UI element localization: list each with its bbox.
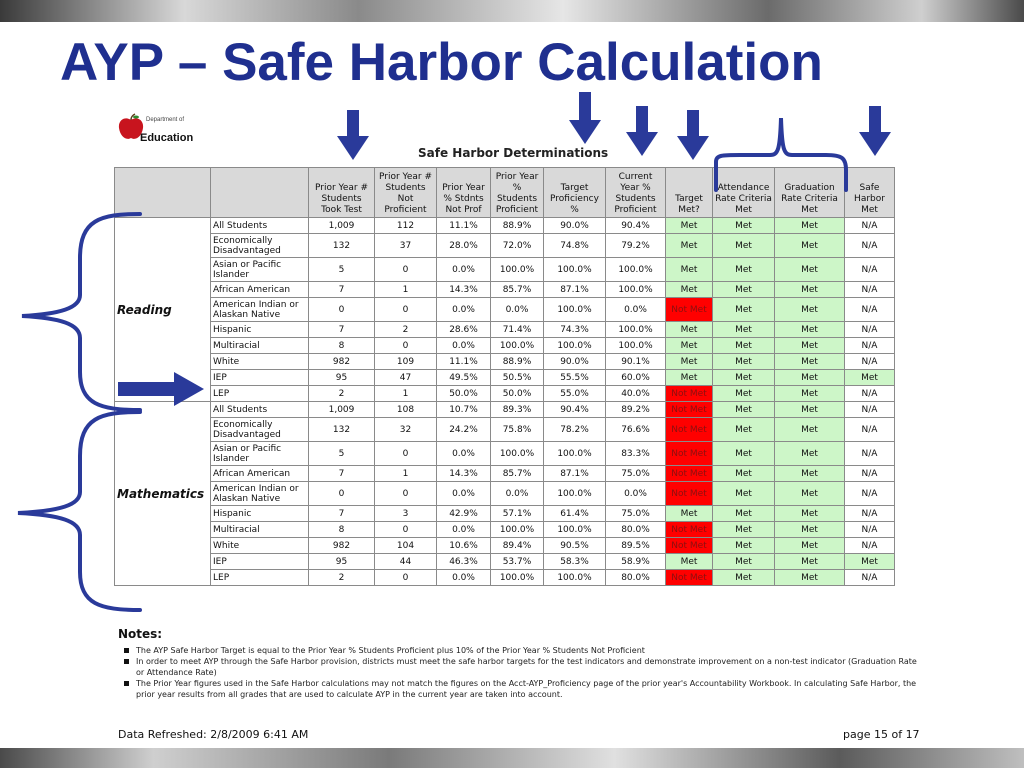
status-cell: Met: [713, 538, 775, 554]
status-cell: Met: [666, 506, 713, 522]
table-row: [115, 554, 895, 570]
value-cell: 1: [375, 466, 437, 482]
status-cell: Met: [775, 570, 845, 586]
status-cell: Met: [666, 554, 713, 570]
value-cell: 104: [375, 538, 437, 554]
column-header: Prior Year % Stdnts Not Prof: [437, 168, 491, 218]
status-cell: Met: [713, 386, 775, 402]
value-cell: 79.2%: [606, 234, 666, 258]
status-cell: Met: [713, 482, 775, 506]
column-header: Target Proficiency %: [544, 168, 606, 218]
table-header-row: [115, 168, 895, 218]
table-row: [115, 370, 895, 386]
status-cell: Not Met: [666, 466, 713, 482]
value-cell: 78.2%: [544, 418, 606, 442]
subgroup-cell: Hispanic: [211, 322, 309, 338]
status-cell: N/A: [845, 418, 895, 442]
down-arrow-icon: [626, 106, 658, 156]
value-cell: 88.9%: [491, 354, 544, 370]
subgroup-cell: IEP: [211, 370, 309, 386]
value-cell: 108: [375, 402, 437, 418]
table-row: [115, 338, 895, 354]
value-cell: 5: [309, 442, 375, 466]
status-cell: N/A: [845, 386, 895, 402]
logo-education-text: Education: [140, 132, 194, 144]
value-cell: 7: [309, 282, 375, 298]
subgroup-cell: Asian or Pacific Islander: [211, 442, 309, 466]
status-cell: Met: [713, 370, 775, 386]
value-cell: 95: [309, 554, 375, 570]
value-cell: 0.0%: [437, 570, 491, 586]
subgroup-cell: Economically Disadvantaged: [211, 418, 309, 442]
table-row: [115, 506, 895, 522]
value-cell: 0.0%: [491, 298, 544, 322]
subgroup-cell: All Students: [211, 218, 309, 234]
subgroup-cell: Hispanic: [211, 506, 309, 522]
status-cell: Met: [713, 234, 775, 258]
status-cell: Met: [775, 538, 845, 554]
status-cell: Met: [713, 338, 775, 354]
table-row: [115, 538, 895, 554]
slide-title: AYP – Safe Harbor Calculation: [60, 33, 823, 92]
table-row: [115, 522, 895, 538]
value-cell: 89.4%: [491, 538, 544, 554]
subgroup-cell: Multiracial: [211, 338, 309, 354]
value-cell: 0: [375, 258, 437, 282]
status-cell: N/A: [845, 218, 895, 234]
note-item: In order to meet AYP through the Safe Harbor provision, districts must meet the safe harbor targets for the test indicators and demonstrate improvement on a non-test indicator (Graduation Rate or Attendance Rate): [124, 656, 924, 678]
status-cell: Not Met: [666, 522, 713, 538]
value-cell: 100.0%: [544, 522, 606, 538]
value-cell: 8: [309, 522, 375, 538]
table-title: Safe Harbor Determinations: [418, 146, 609, 160]
subgroup-cell: American Indian or Alaskan Native: [211, 482, 309, 506]
value-cell: 8: [309, 338, 375, 354]
table-row: [115, 322, 895, 338]
status-cell: N/A: [845, 282, 895, 298]
value-cell: 100.0%: [606, 338, 666, 354]
status-cell: Met: [775, 386, 845, 402]
status-cell: Met: [775, 282, 845, 298]
value-cell: 100.0%: [606, 258, 666, 282]
down-arrow-icon: [677, 110, 709, 160]
subgroup-cell: All Students: [211, 402, 309, 418]
table-row: [115, 418, 895, 442]
value-cell: 75.0%: [606, 466, 666, 482]
status-cell: N/A: [845, 442, 895, 466]
column-header: Prior Year # Students Not Proficient: [375, 168, 437, 218]
header-subject-blank: [115, 168, 211, 218]
status-cell: Met: [775, 522, 845, 538]
value-cell: 88.9%: [491, 218, 544, 234]
logo-dept-text: Department of: [146, 117, 185, 123]
value-cell: 7: [309, 506, 375, 522]
value-cell: 2: [375, 322, 437, 338]
status-cell: Met: [713, 282, 775, 298]
value-cell: 14.3%: [437, 282, 491, 298]
subgroup-cell: American Indian or Alaskan Native: [211, 298, 309, 322]
status-cell: N/A: [845, 506, 895, 522]
status-cell: N/A: [845, 354, 895, 370]
value-cell: 89.2%: [606, 402, 666, 418]
value-cell: 28.0%: [437, 234, 491, 258]
status-cell: N/A: [845, 402, 895, 418]
value-cell: 76.6%: [606, 418, 666, 442]
value-cell: 61.4%: [544, 506, 606, 522]
value-cell: 0: [309, 298, 375, 322]
status-cell: N/A: [845, 482, 895, 506]
status-cell: Not Met: [666, 482, 713, 506]
value-cell: 5: [309, 258, 375, 282]
value-cell: 72.0%: [491, 234, 544, 258]
value-cell: 100.0%: [544, 298, 606, 322]
status-cell: N/A: [845, 338, 895, 354]
status-cell: Met: [775, 234, 845, 258]
header-group-blank: [211, 168, 309, 218]
status-cell: Met: [775, 554, 845, 570]
status-cell: Met: [775, 322, 845, 338]
bottom-decorative-band: [0, 748, 1024, 768]
column-header: Safe Harbor Met: [845, 168, 895, 218]
value-cell: 50.0%: [491, 386, 544, 402]
status-cell: Not Met: [666, 538, 713, 554]
value-cell: 55.5%: [544, 370, 606, 386]
value-cell: 100.0%: [544, 570, 606, 586]
subgroup-cell: Asian or Pacific Islander: [211, 258, 309, 282]
value-cell: 0.0%: [491, 482, 544, 506]
subgroup-cell: Multiracial: [211, 522, 309, 538]
value-cell: 80.0%: [606, 570, 666, 586]
table-body: [115, 218, 895, 586]
value-cell: 0: [375, 442, 437, 466]
table-row: [115, 354, 895, 370]
note-item: The Prior Year figures used in the Safe Harbor calculations may not match the figures on the Acct-AYP_Proficiency page of the prior year's Accountability Workbook. In calculating Safe Harbor, the prior year results from all grades that are used to calculate AYP in the current year are taken into account.: [124, 678, 924, 700]
value-cell: 90.4%: [544, 402, 606, 418]
status-cell: Met: [775, 418, 845, 442]
value-cell: 49.5%: [437, 370, 491, 386]
subgroup-cell: Economically Disadvantaged: [211, 234, 309, 258]
value-cell: 982: [309, 354, 375, 370]
value-cell: 100.0%: [544, 338, 606, 354]
notes-list: [124, 645, 924, 700]
table-row: [115, 298, 895, 322]
value-cell: 0.0%: [437, 258, 491, 282]
value-cell: 75.8%: [491, 418, 544, 442]
value-cell: 0: [375, 570, 437, 586]
value-cell: 55.0%: [544, 386, 606, 402]
value-cell: 100.0%: [491, 570, 544, 586]
value-cell: 132: [309, 234, 375, 258]
value-cell: 11.1%: [437, 354, 491, 370]
value-cell: 14.3%: [437, 466, 491, 482]
status-cell: Not Met: [666, 418, 713, 442]
safe-harbor-table: [114, 167, 895, 586]
value-cell: 83.3%: [606, 442, 666, 466]
status-cell: Met: [666, 258, 713, 282]
status-cell: Met: [775, 258, 845, 282]
column-header: Current Year % Students Proficient: [606, 168, 666, 218]
department-logo: [116, 108, 196, 148]
value-cell: 100.0%: [606, 322, 666, 338]
table-row: [115, 466, 895, 482]
status-cell: Met: [775, 370, 845, 386]
status-cell: Met: [666, 234, 713, 258]
value-cell: 60.0%: [606, 370, 666, 386]
column-header: Graduation Rate Criteria Met: [775, 168, 845, 218]
value-cell: 85.7%: [491, 466, 544, 482]
value-cell: 53.7%: [491, 554, 544, 570]
value-cell: 0.0%: [437, 442, 491, 466]
status-cell: Met: [713, 466, 775, 482]
status-cell: N/A: [845, 322, 895, 338]
status-cell: Met: [775, 298, 845, 322]
status-cell: N/A: [845, 258, 895, 282]
value-cell: 1: [375, 386, 437, 402]
status-cell: Met: [713, 354, 775, 370]
status-cell: Met: [775, 354, 845, 370]
value-cell: 0: [309, 482, 375, 506]
value-cell: 100.0%: [544, 258, 606, 282]
notes-title: Notes:: [118, 627, 163, 641]
table-row: [115, 234, 895, 258]
value-cell: 40.0%: [606, 386, 666, 402]
value-cell: 44: [375, 554, 437, 570]
value-cell: 28.6%: [437, 322, 491, 338]
status-cell: Met: [713, 218, 775, 234]
note-item: The AYP Safe Harbor Target is equal to the Prior Year % Students Proficient plus 10% of the Prior Year % Students Not Proficient: [124, 645, 924, 656]
value-cell: 90.0%: [544, 218, 606, 234]
table-row: [115, 442, 895, 466]
status-cell: Met: [775, 442, 845, 466]
subgroup-cell: White: [211, 354, 309, 370]
value-cell: 0: [375, 298, 437, 322]
value-cell: 100.0%: [544, 482, 606, 506]
value-cell: 100.0%: [491, 258, 544, 282]
value-cell: 0.0%: [437, 338, 491, 354]
status-cell: N/A: [845, 234, 895, 258]
status-cell: N/A: [845, 298, 895, 322]
status-cell: N/A: [845, 522, 895, 538]
table-row: [115, 282, 895, 298]
value-cell: 100.0%: [491, 338, 544, 354]
value-cell: 0.0%: [437, 482, 491, 506]
value-cell: 32: [375, 418, 437, 442]
status-cell: Met: [666, 354, 713, 370]
value-cell: 0: [375, 338, 437, 354]
value-cell: 87.1%: [544, 282, 606, 298]
status-cell: Not Met: [666, 402, 713, 418]
value-cell: 0: [375, 522, 437, 538]
table-row: [115, 482, 895, 506]
value-cell: 982: [309, 538, 375, 554]
value-cell: 71.4%: [491, 322, 544, 338]
status-cell: Not Met: [666, 570, 713, 586]
value-cell: 74.8%: [544, 234, 606, 258]
value-cell: 87.1%: [544, 466, 606, 482]
status-cell: N/A: [845, 466, 895, 482]
status-cell: Not Met: [666, 442, 713, 466]
data-refreshed: Data Refreshed: 2/8/2009 6:41 AM: [118, 728, 309, 741]
value-cell: 100.0%: [491, 522, 544, 538]
status-cell: Met: [666, 338, 713, 354]
status-cell: Not Met: [666, 386, 713, 402]
value-cell: 1,009: [309, 402, 375, 418]
status-cell: Met: [713, 570, 775, 586]
value-cell: 95: [309, 370, 375, 386]
value-cell: 46.3%: [437, 554, 491, 570]
value-cell: 90.5%: [544, 538, 606, 554]
value-cell: 100.0%: [544, 442, 606, 466]
value-cell: 89.3%: [491, 402, 544, 418]
status-cell: Met: [775, 338, 845, 354]
status-cell: N/A: [845, 570, 895, 586]
status-cell: Met: [713, 402, 775, 418]
table-row: [115, 402, 895, 418]
subject-label: Reading: [115, 218, 211, 402]
table-row: [115, 570, 895, 586]
value-cell: 1: [375, 282, 437, 298]
status-cell: Met: [713, 298, 775, 322]
subgroup-cell: IEP: [211, 554, 309, 570]
status-cell: Met: [666, 218, 713, 234]
value-cell: 50.0%: [437, 386, 491, 402]
value-cell: 89.5%: [606, 538, 666, 554]
page-number: page 15 of 17: [843, 728, 920, 741]
value-cell: 0.0%: [437, 298, 491, 322]
value-cell: 100.0%: [491, 442, 544, 466]
value-cell: 10.7%: [437, 402, 491, 418]
value-cell: 58.3%: [544, 554, 606, 570]
down-arrow-icon: [337, 110, 369, 160]
column-header: Attendance Rate Criteria Met: [713, 168, 775, 218]
value-cell: 2: [309, 386, 375, 402]
value-cell: 0.0%: [606, 482, 666, 506]
status-cell: Met: [713, 506, 775, 522]
value-cell: 57.1%: [491, 506, 544, 522]
subject-label: Mathematics: [115, 402, 211, 586]
subgroup-cell: White: [211, 538, 309, 554]
value-cell: 24.2%: [437, 418, 491, 442]
table-row: [115, 218, 895, 234]
value-cell: 90.0%: [544, 354, 606, 370]
status-cell: Met: [713, 442, 775, 466]
value-cell: 58.9%: [606, 554, 666, 570]
value-cell: 132: [309, 418, 375, 442]
status-cell: Met: [713, 554, 775, 570]
status-cell: Met: [713, 418, 775, 442]
value-cell: 10.6%: [437, 538, 491, 554]
value-cell: 2: [309, 570, 375, 586]
value-cell: 50.5%: [491, 370, 544, 386]
status-cell: Met: [775, 506, 845, 522]
subgroup-cell: African American: [211, 282, 309, 298]
status-cell: Met: [775, 482, 845, 506]
value-cell: 3: [375, 506, 437, 522]
value-cell: 0: [375, 482, 437, 506]
value-cell: 7: [309, 322, 375, 338]
status-cell: N/A: [845, 538, 895, 554]
value-cell: 37: [375, 234, 437, 258]
subgroup-cell: LEP: [211, 386, 309, 402]
column-header: Prior Year # Students Took Test: [309, 168, 375, 218]
subgroup-cell: LEP: [211, 570, 309, 586]
value-cell: 74.3%: [544, 322, 606, 338]
status-cell: Met: [845, 370, 895, 386]
status-cell: Met: [775, 402, 845, 418]
top-decorative-band: [0, 0, 1024, 22]
column-header: Target Met?: [666, 168, 713, 218]
value-cell: 90.4%: [606, 218, 666, 234]
column-header: Prior Year % Students Proficient: [491, 168, 544, 218]
down-arrow-icon: [859, 106, 891, 156]
table-row: [115, 386, 895, 402]
subgroup-cell: African American: [211, 466, 309, 482]
status-cell: Met: [666, 322, 713, 338]
value-cell: 0.0%: [437, 522, 491, 538]
status-cell: Met: [775, 218, 845, 234]
status-cell: Not Met: [666, 298, 713, 322]
value-cell: 109: [375, 354, 437, 370]
value-cell: 75.0%: [606, 506, 666, 522]
table-row: [115, 258, 895, 282]
value-cell: 100.0%: [606, 282, 666, 298]
value-cell: 85.7%: [491, 282, 544, 298]
down-arrow-icon: [569, 92, 601, 144]
status-cell: Met: [713, 258, 775, 282]
value-cell: 42.9%: [437, 506, 491, 522]
value-cell: 80.0%: [606, 522, 666, 538]
status-cell: Met: [845, 554, 895, 570]
value-cell: 90.1%: [606, 354, 666, 370]
value-cell: 0.0%: [606, 298, 666, 322]
status-cell: Met: [713, 522, 775, 538]
value-cell: 11.1%: [437, 218, 491, 234]
value-cell: 47: [375, 370, 437, 386]
status-cell: Met: [713, 322, 775, 338]
status-cell: Met: [666, 282, 713, 298]
status-cell: Met: [666, 370, 713, 386]
value-cell: 112: [375, 218, 437, 234]
value-cell: 1,009: [309, 218, 375, 234]
value-cell: 7: [309, 466, 375, 482]
status-cell: Met: [775, 466, 845, 482]
